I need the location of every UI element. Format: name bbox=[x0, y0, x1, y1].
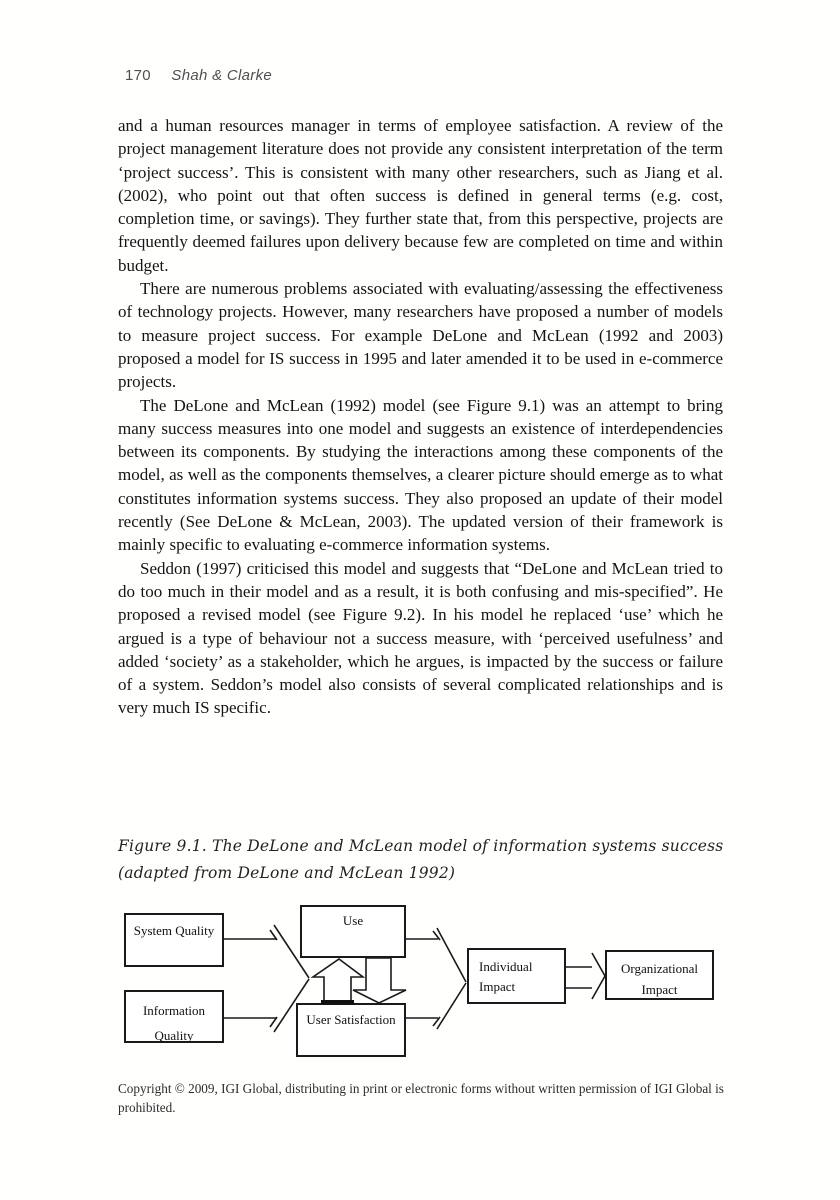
block-arrow-down-use-to-satisfaction bbox=[353, 958, 406, 1003]
box-organizational-impact-line1: Organizational bbox=[620, 961, 698, 976]
figure-caption: Figure 9.1. The DeLone and McLean model of information systems success (adapted from DeLone and McLean 1992) bbox=[118, 837, 724, 882]
box-system-quality bbox=[124, 913, 224, 967]
box-organizational-impact-line2: Impact bbox=[641, 982, 678, 997]
page-number: 170 bbox=[125, 67, 151, 84]
box-user-satisfaction bbox=[296, 1003, 406, 1057]
paragraph: There are numerous problems associated with evaluating/assessing the effectiveness of technology projects. However, many researchers have proposed a number of models to measure project success. For example DeLone and McLean (1992 and 2003) proposed a model for IS success in 1995 and later amended it to be used in e-commerce projects. bbox=[118, 279, 723, 392]
box-user-satisfaction-label: User Satisfaction bbox=[306, 1012, 396, 1027]
connector-use-to-individual bbox=[406, 928, 466, 982]
copyright-notice: Copyright © 2009, IGI Global, distributing in print or electronic forms without written permission of IGI Global is prohibited. bbox=[118, 1081, 724, 1115]
connector-system-quality-line bbox=[224, 925, 309, 978]
box-individual-impact-line1: Individual bbox=[479, 959, 533, 974]
connector-satisfaction-to-individual bbox=[406, 983, 466, 1029]
running-title: Shah & Clarke bbox=[171, 67, 273, 84]
box-system-quality-label: System Quality bbox=[133, 923, 215, 938]
box-use-label: Use bbox=[342, 913, 364, 928]
box-use bbox=[300, 905, 406, 958]
paragraph: and a human resources manager in terms of employee satisfaction. A review of the project management literature does not provide any consistent interpretation of the term ‘project success’. This is consistent with many other researchers, such as Jiang et al. (2002), who point out that often success is defined in general terms (e.g. cost, completion time, or savings). They further state that, from this perspective, projects are frequently deemed failures upon delivery because few are completed on time and within budget. bbox=[118, 116, 723, 275]
block-arrow-individual-to-organizational bbox=[566, 953, 605, 999]
body-text bbox=[118, 114, 723, 720]
running-header bbox=[125, 67, 272, 84]
paragraph: Seddon (1997) criticised this model and suggests that “DeLone and McLean tried to do too much in their model and as a result, it is both confusing and mis-specified”. He proposed a revised model (see Figure 9.2). In his model he replaced ‘use’ which he argued is a type of behaviour not a success measure, with ‘perceived usefulness’ and added ‘society’ as a stakeholder, which he argues, is impacted by the success or failure of a system. Seddon’s model also consists of several complicated relationships and is very much IS specific. bbox=[118, 558, 723, 718]
block-arrow-up-satisfaction-to-use bbox=[313, 959, 363, 1005]
box-information-quality bbox=[124, 990, 224, 1043]
paragraph: The DeLone and McLean (1992) model (see Figure 9.1) was an attempt to bring many success measures into one model and suggests an existence of interdependencies between its components. By studying the interactions among these components of the model, as well as the components themselves, a clearer picture should emerge as to what constitutes information systems success. They also proposed an update of their model recently (See DeLone & McLean, 2003). The updated version of their framework is mainly specific to evaluating e-commerce information systems. bbox=[118, 395, 723, 555]
box-information-quality-line1: Information bbox=[142, 1003, 206, 1018]
box-individual-impact-line2: Impact bbox=[479, 979, 516, 994]
box-organizational-impact bbox=[605, 950, 714, 1000]
figure-diagram bbox=[0, 895, 840, 1075]
box-information-quality-line2: Quality bbox=[154, 1028, 194, 1043]
box-individual-impact bbox=[467, 948, 566, 1004]
